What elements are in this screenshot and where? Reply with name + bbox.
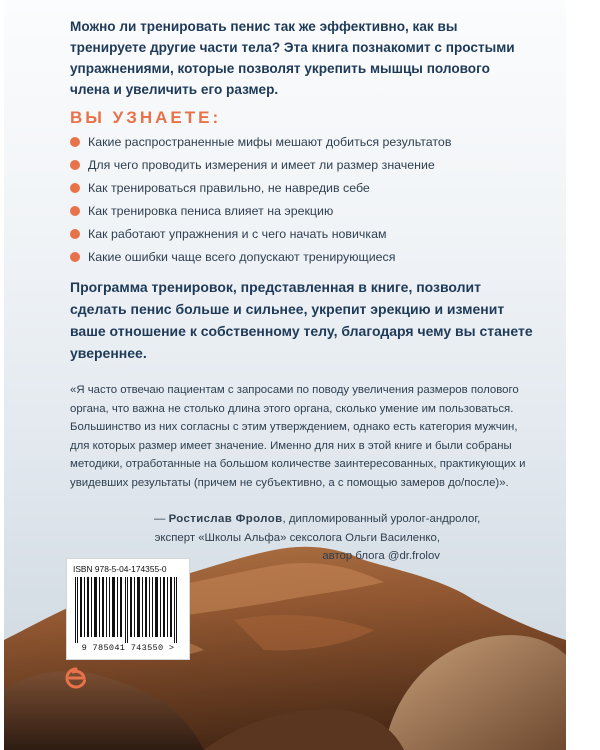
- list-item-text: Как работают упражнения и с чего начать новичкам: [88, 227, 387, 241]
- bullet-dot-icon: [70, 160, 80, 170]
- attribution-line-2: эксперт «Школы Альфа» сексолога Ольги Василенко,: [154, 531, 440, 544]
- attribution-dash: —: [154, 513, 169, 525]
- list-item-text: Для чего проводить измерения и имеет ли размер значение: [88, 158, 435, 172]
- expert-quote: «Я часто отвечаю пациентам с запросами по поводу увеличения размеров полового органа, что важна не столько длина этого органа, сколько умение им пользоваться. Большинство из них согласны с этим утверждением, однако есть категория мужчин, для которых размер имеет значение. Именно для них в этой книге и были собраны методики, отработанные на большом количестве заинтересованных, практикующих и увидевших результаты (причем не субъективно, а с помощью замеров до/после)».: [70, 384, 526, 489]
- attribution-line-1: [154, 510, 481, 529]
- program-summary: Программа тренировок, представленная в книге, позволит сделать пенис больше и сильнее, укрепит эрекцию и изменит ваше отношение к собственному телу, благодаря чему вы станете увереннее.: [70, 279, 533, 361]
- list-item-text: Какие распространенные мифы мешают добиться результатов: [88, 135, 452, 149]
- bullet-dot-icon: [70, 183, 80, 193]
- author-role: , дипломированный уролог-андролог,: [282, 513, 481, 525]
- list-item: [70, 134, 451, 157]
- bullet-dot-icon: [70, 206, 80, 216]
- publisher-logo-icon: [64, 666, 88, 690]
- list-item-text: Какие ошибки чаще всего допускают тренирующиеся: [88, 250, 396, 264]
- list-item-text: Как тренировка пениса влияет на эрекцию: [88, 204, 334, 218]
- intro-text: Можно ли тренировать пенис так же эффективно, как вы тренируете другие части тела? Эта книга познакомит с простыми упражнениями, которые позволят укрепить мышцы полового члена и увеличить его размер.: [70, 19, 515, 97]
- author-name: Ростислав Фролов: [168, 513, 283, 525]
- isbn-barcode-box: [66, 558, 190, 660]
- list-item: [70, 249, 451, 272]
- list-item: [70, 226, 451, 249]
- book-back-cover: [4, 0, 566, 750]
- bullet-dot-icon: [70, 229, 80, 239]
- isbn-label: ISBN 978-5-04-174355-0: [73, 564, 167, 574]
- quote-attribution: [154, 510, 481, 566]
- barcode-digits: 9 785041 743550 >: [81, 643, 175, 653]
- bullet-dot-icon: [70, 252, 80, 262]
- list-item: [70, 203, 451, 226]
- learn-heading: ВЫ УЗНАЕТЕ:: [70, 108, 222, 127]
- bullet-dot-icon: [70, 137, 80, 147]
- list-item: [70, 180, 451, 203]
- bullet-list: [70, 134, 451, 272]
- barcode: [71, 577, 185, 643]
- attribution-line-3: автор блога @dr.frolov: [322, 550, 440, 562]
- list-item-text: Как тренироваться правильно, не навредив себе: [88, 181, 370, 195]
- list-item: [70, 157, 451, 180]
- spine-margin: [566, 0, 600, 750]
